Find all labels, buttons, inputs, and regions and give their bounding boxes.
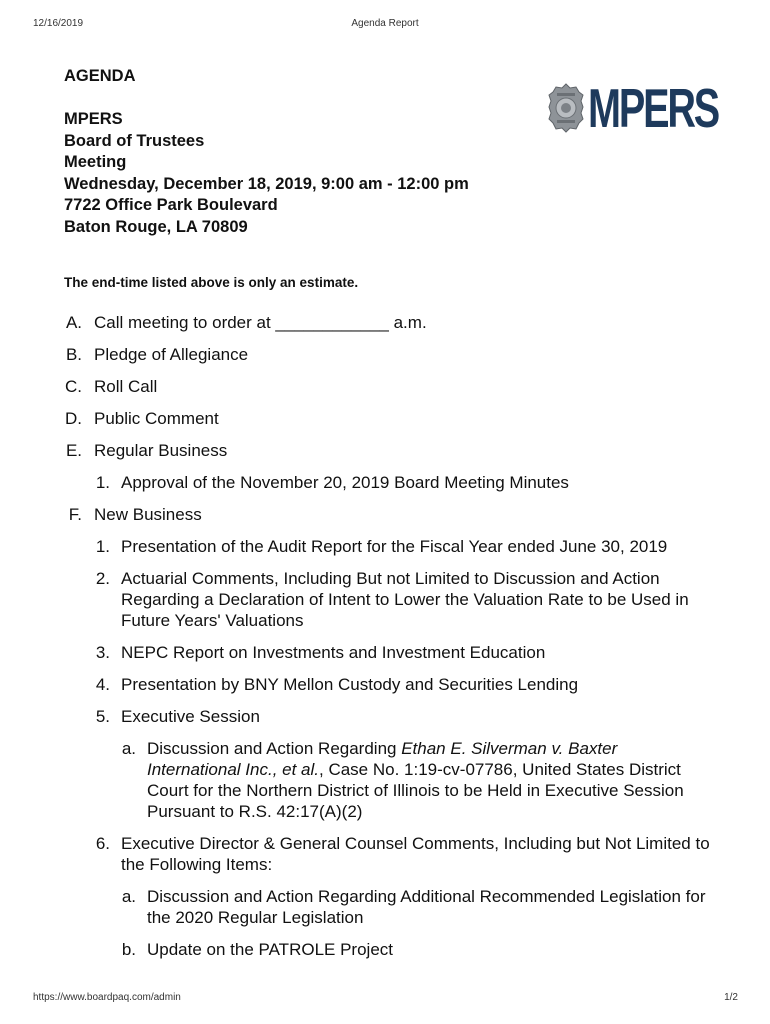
item-label: 1.: [95, 537, 110, 556]
case-name: Ethan E. Silverman v. Baxter International Inc., et al.: [147, 739, 618, 779]
org-name: MPERS: [64, 110, 123, 128]
board-name: Board of Trustees: [64, 131, 205, 150]
item-text-pre: Discussion and Action Regarding: [147, 739, 402, 758]
agenda-item-b: [0, 344, 770, 365]
item-text: Public Comment: [94, 409, 219, 428]
item-text: NEPC Report on Investments and Investment Education: [121, 643, 546, 662]
agenda-heading: AGENDA: [64, 67, 136, 85]
agenda-item-f: [0, 504, 770, 525]
item-label: a.: [121, 739, 136, 758]
item-label: A.: [65, 313, 82, 332]
item-label: 3.: [95, 643, 110, 662]
item-text: Presentation of the Audit Report for the Fiscal Year ended June 30, 2019: [121, 537, 668, 556]
item-text: Pledge of Allegiance: [94, 345, 249, 364]
mpers-logo: [548, 77, 719, 139]
agenda-title-block: [64, 66, 469, 238]
item-label: B.: [65, 345, 82, 364]
item-text: Presentation by BNY Mellon Custody and Securities Lending: [121, 675, 579, 694]
item-text: [147, 738, 710, 822]
item-label: 4.: [95, 675, 110, 694]
item-label: 5.: [95, 707, 110, 726]
item-label: 6.: [95, 834, 110, 853]
police-badge-icon: [548, 83, 584, 133]
item-label: E.: [65, 441, 82, 460]
agenda-item-f-6: [0, 833, 770, 875]
footer-url: https://www.boardpaq.com/admin: [33, 992, 181, 1003]
meeting-datetime: Wednesday, December 18, 2019, 9:00 am - 12:00 pm: [64, 174, 469, 193]
item-text: Call meeting to order at ____________ a.m.: [94, 313, 427, 332]
agenda-item-c: [0, 376, 770, 397]
agenda-item-f-1: [0, 536, 770, 557]
print-title: Agenda Report: [351, 18, 419, 29]
page-number: 1/2: [724, 992, 738, 1003]
item-text-post: , Case No. 1:19-cv-07786, United States District Court for the Northern District of Illinois to be Held in Executive Session Pursuant to R.S. 42:17(A)(2): [147, 760, 684, 821]
item-label: 2.: [95, 569, 110, 588]
meeting-city: Baton Rouge, LA 70809: [64, 217, 248, 236]
agenda-item-e: [0, 440, 770, 461]
item-label: D.: [65, 409, 82, 428]
meeting-label: Meeting: [64, 153, 127, 171]
item-text: Discussion and Action Regarding Additional Recommended Legislation for the 2020 Regular Legislation: [147, 887, 706, 927]
agenda-item-f-5: [0, 706, 770, 727]
item-text: Executive Director & General Counsel Comments, Including but Not Limited to the Following Items:: [121, 834, 710, 874]
item-label: C.: [65, 377, 82, 396]
item-text: Roll Call: [94, 377, 158, 396]
item-text: Actuarial Comments, Including But not Limited to Discussion and Action Regarding a Declaration of Intent to Lower the Valuation Rate to be Used in Future Years' Valuations: [121, 569, 689, 630]
meeting-address: 7722 Office Park Boulevard: [64, 196, 278, 214]
agenda-item-e-1: [0, 472, 770, 493]
agenda-item-f-6-b: [0, 939, 770, 960]
agenda-item-d: [0, 408, 770, 429]
agenda-item-f-4: [0, 674, 770, 695]
agenda-item-a: [0, 312, 770, 333]
item-label: a.: [121, 887, 136, 906]
item-text: New Business: [94, 505, 202, 524]
item-label: 1.: [95, 473, 110, 492]
item-text: Approval of the November 20, 2019 Board Meeting Minutes: [121, 473, 569, 492]
end-time-note: The end-time listed above is only an estimate.: [64, 275, 359, 290]
agenda-item-f-6-a: [0, 886, 770, 928]
item-label: F.: [68, 505, 82, 524]
item-text: Executive Session: [121, 707, 260, 726]
logo-wordmark: MPERS: [588, 77, 719, 139]
print-date: 12/16/2019: [33, 18, 84, 29]
item-text: Regular Business: [94, 441, 228, 460]
agenda-item-f-2: [0, 568, 770, 631]
agenda-item-f-5-a: [0, 738, 770, 822]
item-text: Update on the PATROLE Project: [147, 940, 393, 959]
agenda-item-f-3: [0, 642, 770, 663]
agenda-list: [0, 312, 770, 960]
item-label: b.: [121, 940, 136, 959]
